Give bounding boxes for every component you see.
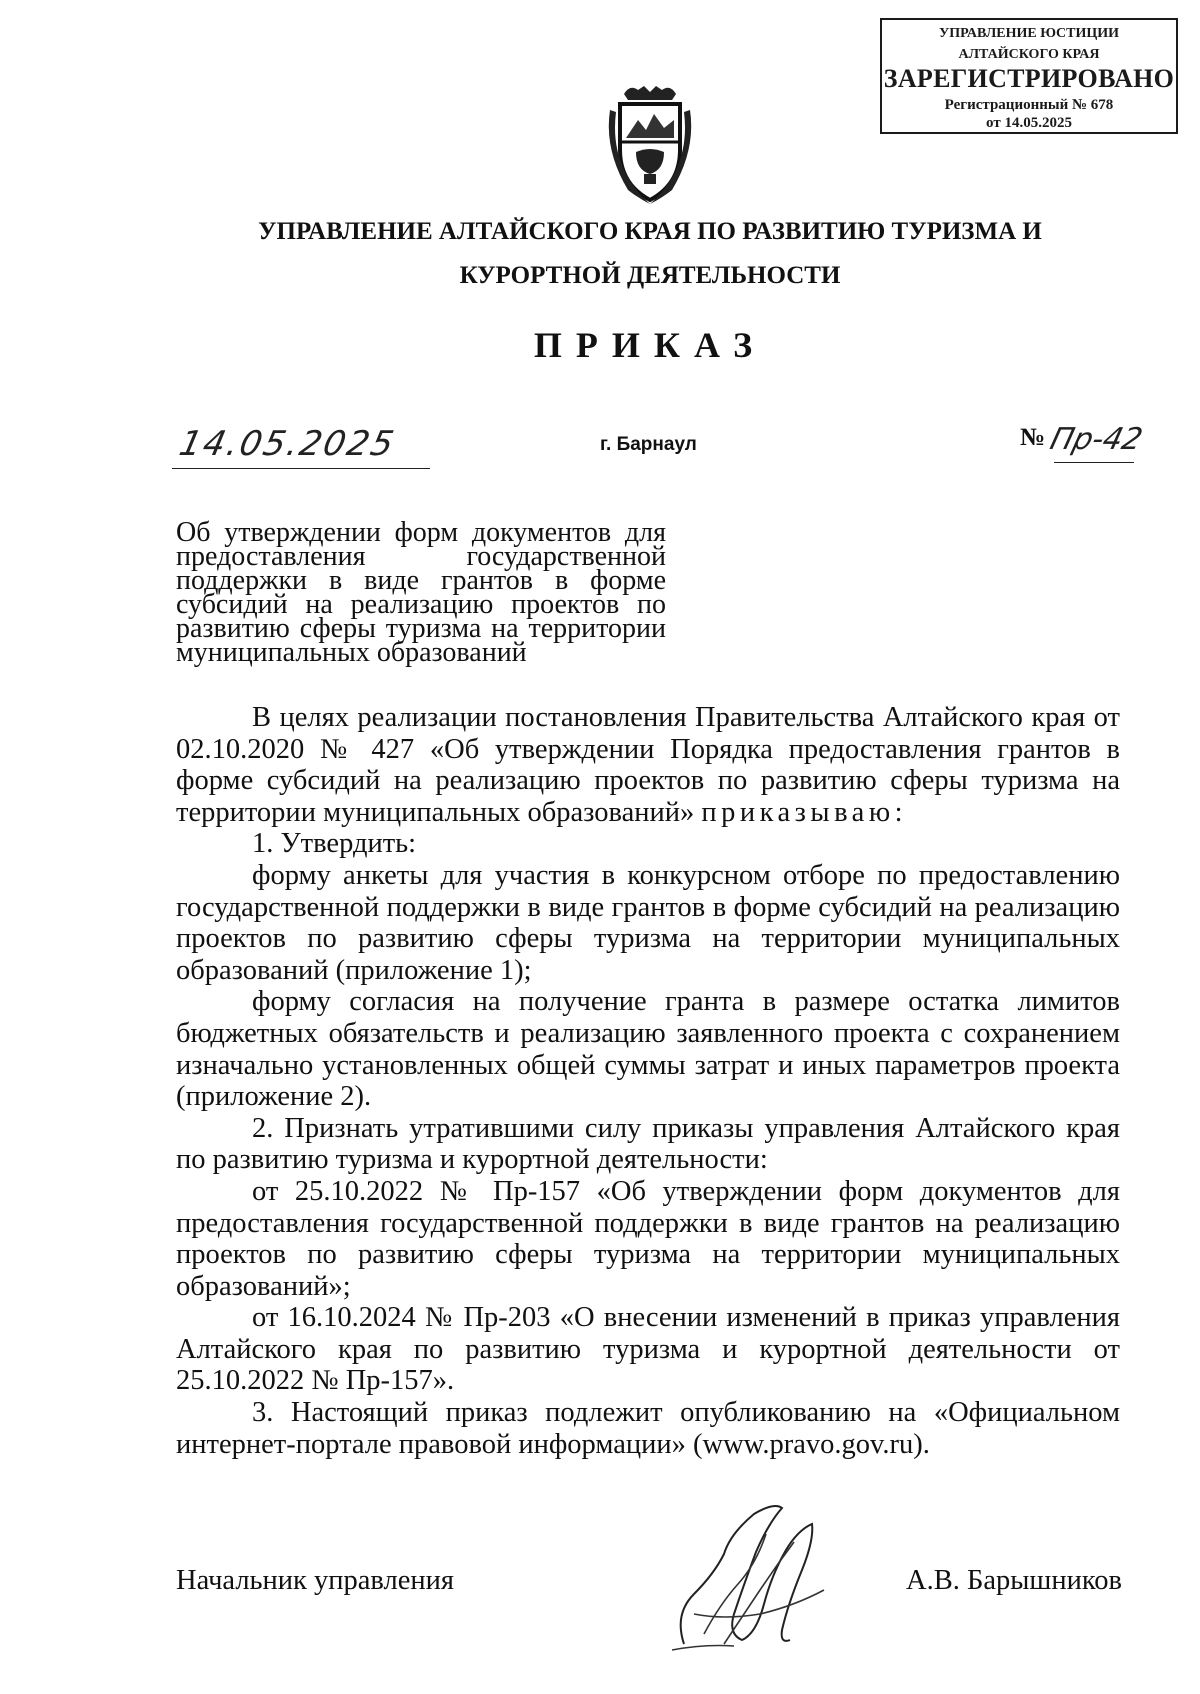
- body-paragraph: форму анкеты для участия в конкурсном отборе по предоставлению государственной поддержки в виде грантов в форме субсидий на реализацию проектов по развитию сферы туризма на территории муниципальных образований (приложение 1);: [176, 859, 1120, 986]
- agency-name: [150, 210, 1150, 298]
- body-paragraph: от 16.10.2024 № Пр-203 «О внесении изменений в приказ управления Алтайского края по развитию туризма и курортной деятельности от 25.10.2022 № Пр-157».: [176, 1302, 1120, 1397]
- order-city: г. Барнаул: [600, 434, 697, 455]
- stamp-reg-number: Регистрационный № 678: [944, 97, 1114, 113]
- document-type: ПРИКАЗ: [533, 325, 767, 365]
- stamp-status: ЗАРЕГИСТРИРОВАНО: [883, 64, 1175, 93]
- stamp-reg-date: от 14.05.2025: [986, 115, 1072, 131]
- agency-name-line1: УПРАВЛЕНИЕ АЛТАЙСКОГО КРАЯ ПО РАЗВИТИЮ ТУРИЗМА И: [258, 218, 1042, 245]
- order-body: [176, 702, 1120, 1460]
- signatory-name: А.В. Барышников: [906, 1565, 1122, 1596]
- body-paragraph: 3. Настоящий приказ подлежит опубликованию на «Официальном интернет-портале правовой информации» (www.pravo.gov.ru).: [176, 1397, 1120, 1460]
- stamp-org-line1: УПРАВЛЕНИЕ ЮСТИЦИИ: [939, 26, 1119, 41]
- order-date-handwritten: 14.05.2025: [175, 424, 399, 464]
- order-number-handwritten: Пр-42: [1046, 422, 1147, 457]
- altai-krai-coat-of-arms-icon: [598, 80, 702, 208]
- body-paragraph: [176, 702, 1120, 828]
- signatory-position: Начальник управления: [176, 1565, 454, 1596]
- stamp-org-line2: АЛТАЙСКОГО КРАЯ: [958, 47, 1100, 62]
- body-preamble: В целях реализации постановления Правительства Алтайского края от 02.10.2020 № 427 «Об утверждении Порядка предоставления грантов в форме субсидий на реализацию проектов по развитию сферы туризма на территории муниципальных образований»: [176, 702, 1120, 828]
- number-sign: №: [1020, 424, 1046, 451]
- body-paragraph: 1. Утвердить:: [252, 828, 417, 860]
- order-number-underline: [1054, 462, 1134, 463]
- body-paragraph: 2. Признать утратившими силу приказы управления Алтайского края по развитию туризма и курортной деятельности:: [176, 1112, 1120, 1176]
- order-verb: приказываю:: [701, 796, 908, 828]
- body-paragraph: от 25.10.2022 № Пр-157 «Об утверждении форм документов для предоставления государственной поддержки в виде грантов на реализацию проектов по развитию сферы туризма на территории муниципальных образований»;: [176, 1175, 1120, 1302]
- order-subject: Об утверждении форм документов для предоставления государственной поддержки в виде грантов в форме субсидий на реализацию проектов по развитию сферы туризма на территории муниципальных образований: [176, 517, 666, 668]
- agency-name-line2: КУРОРТНОЙ ДЕЯТЕЛЬНОСТИ: [459, 262, 841, 289]
- order-number: [1020, 422, 1147, 466]
- order-date: [175, 424, 430, 464]
- body-paragraph: форму согласия на получение гранта в размере остатка лимитов бюджетных обязательств и реализацию заявленного проекта с сохранением изначально установленных общей суммы затрат и иных параметров проекта (приложение 2).: [176, 986, 1120, 1113]
- handwritten-signature-icon: [664, 1494, 834, 1654]
- order-date-underline: [172, 468, 430, 469]
- registration-stamp: [880, 18, 1178, 134]
